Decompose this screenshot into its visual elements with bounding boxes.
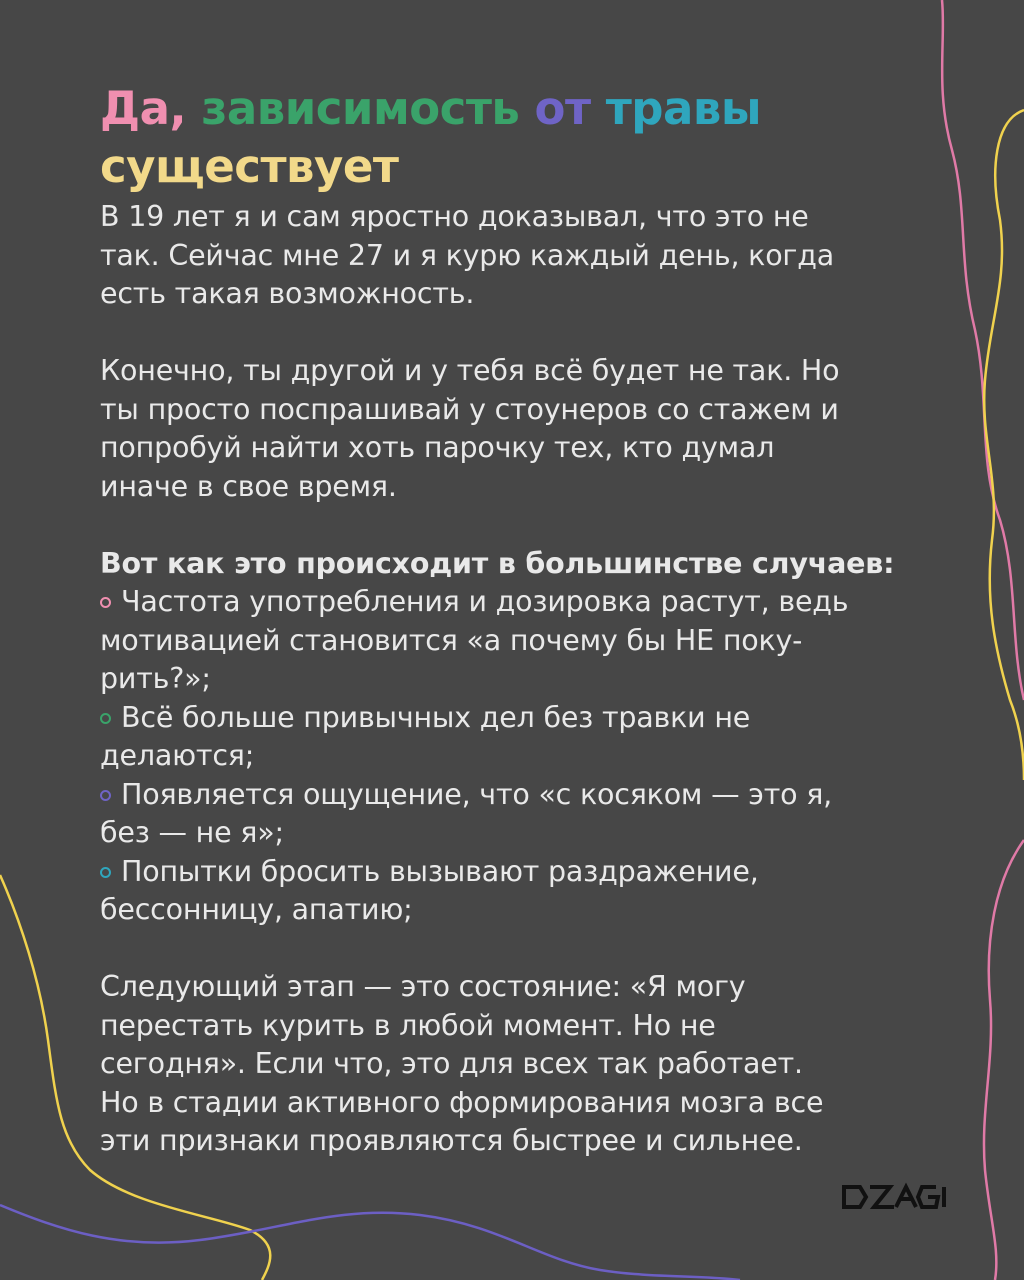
paragraph-1-line: так. Сейчас мне 27 и я курю каждый день, когда xyxy=(100,238,834,272)
paragraph-3-line: Но в стадии активного формирования мозга все xyxy=(100,1085,824,1119)
title-word-sushchestvuet: существует xyxy=(100,140,399,193)
title-word-da: Да, xyxy=(100,82,187,135)
list-item-line: мотивацией становится «а почему бы НЕ поку- xyxy=(100,623,803,657)
list-item-line: рить?»; xyxy=(100,662,211,695)
title-word-ot: от xyxy=(534,82,591,135)
list-item-line: делаются; xyxy=(100,739,255,772)
pink-line-right xyxy=(942,0,1024,700)
list-item-line: Попытки бросить вызывают раздражение, xyxy=(121,854,759,888)
teal-spiral-icon xyxy=(100,867,111,878)
paragraph-1-line: В 19 лет я и сам яростно доказывал, что это не xyxy=(100,200,809,233)
list-item-line: Появляется ощущение, что «с косяком — это я, xyxy=(121,777,832,811)
page-title xyxy=(100,80,940,196)
dzagi-logo xyxy=(840,1181,952,1213)
list-item-line: без — не я»; xyxy=(100,816,284,849)
list-heading: Вот как это происходит в большинстве случаев: xyxy=(100,546,895,580)
paragraph-2 xyxy=(100,352,950,506)
list-item xyxy=(100,776,950,853)
pink-line-lower-right xyxy=(984,840,1024,1280)
list-item-line: Всё больше привычных дел без травки не xyxy=(121,700,751,734)
body-text xyxy=(100,198,950,1161)
paragraph-3 xyxy=(100,968,950,1161)
paragraph-1-line: есть такая возможность. xyxy=(100,277,475,310)
list-item-line: бессонницу, апатию; xyxy=(100,893,413,926)
paragraph-2-line: ты просто поспрашивай у стоунеров со стажем и xyxy=(100,392,839,426)
pink-spiral-icon xyxy=(100,597,111,608)
paragraph-1 xyxy=(100,198,950,314)
paragraph-2-line: Конечно, ты другой и у тебя всё будет не так. Но xyxy=(100,354,840,387)
list-item xyxy=(100,583,950,699)
purple-spiral-icon xyxy=(100,790,111,801)
green-spiral-icon xyxy=(100,713,111,724)
title-word-zavisimost: зависимость xyxy=(201,82,520,135)
paragraph-3-line: эти признаки проявляются быстрее и сильнее. xyxy=(100,1124,803,1157)
list-item xyxy=(100,853,950,930)
title-word-travy: травы xyxy=(605,82,762,135)
paragraph-3-line: сегодня». Если что, это для всех так работает. xyxy=(100,1047,803,1080)
paragraph-2-line: иначе в свое время. xyxy=(100,469,397,503)
purple-line-bottom xyxy=(0,1205,740,1280)
list-item xyxy=(100,699,950,776)
paragraph-2-line: попробуй найти хоть парочку тех, кто думал xyxy=(100,431,775,464)
paragraph-3-line: перестать курить в любой момент. Но не xyxy=(100,1008,716,1042)
list-item-line: Частота употребления и дозировка растут, ведь xyxy=(121,585,849,618)
paragraph-3-line: Следующий этап — это состояние: «Я могу xyxy=(100,970,746,1003)
yellow-line-right xyxy=(984,110,1024,780)
